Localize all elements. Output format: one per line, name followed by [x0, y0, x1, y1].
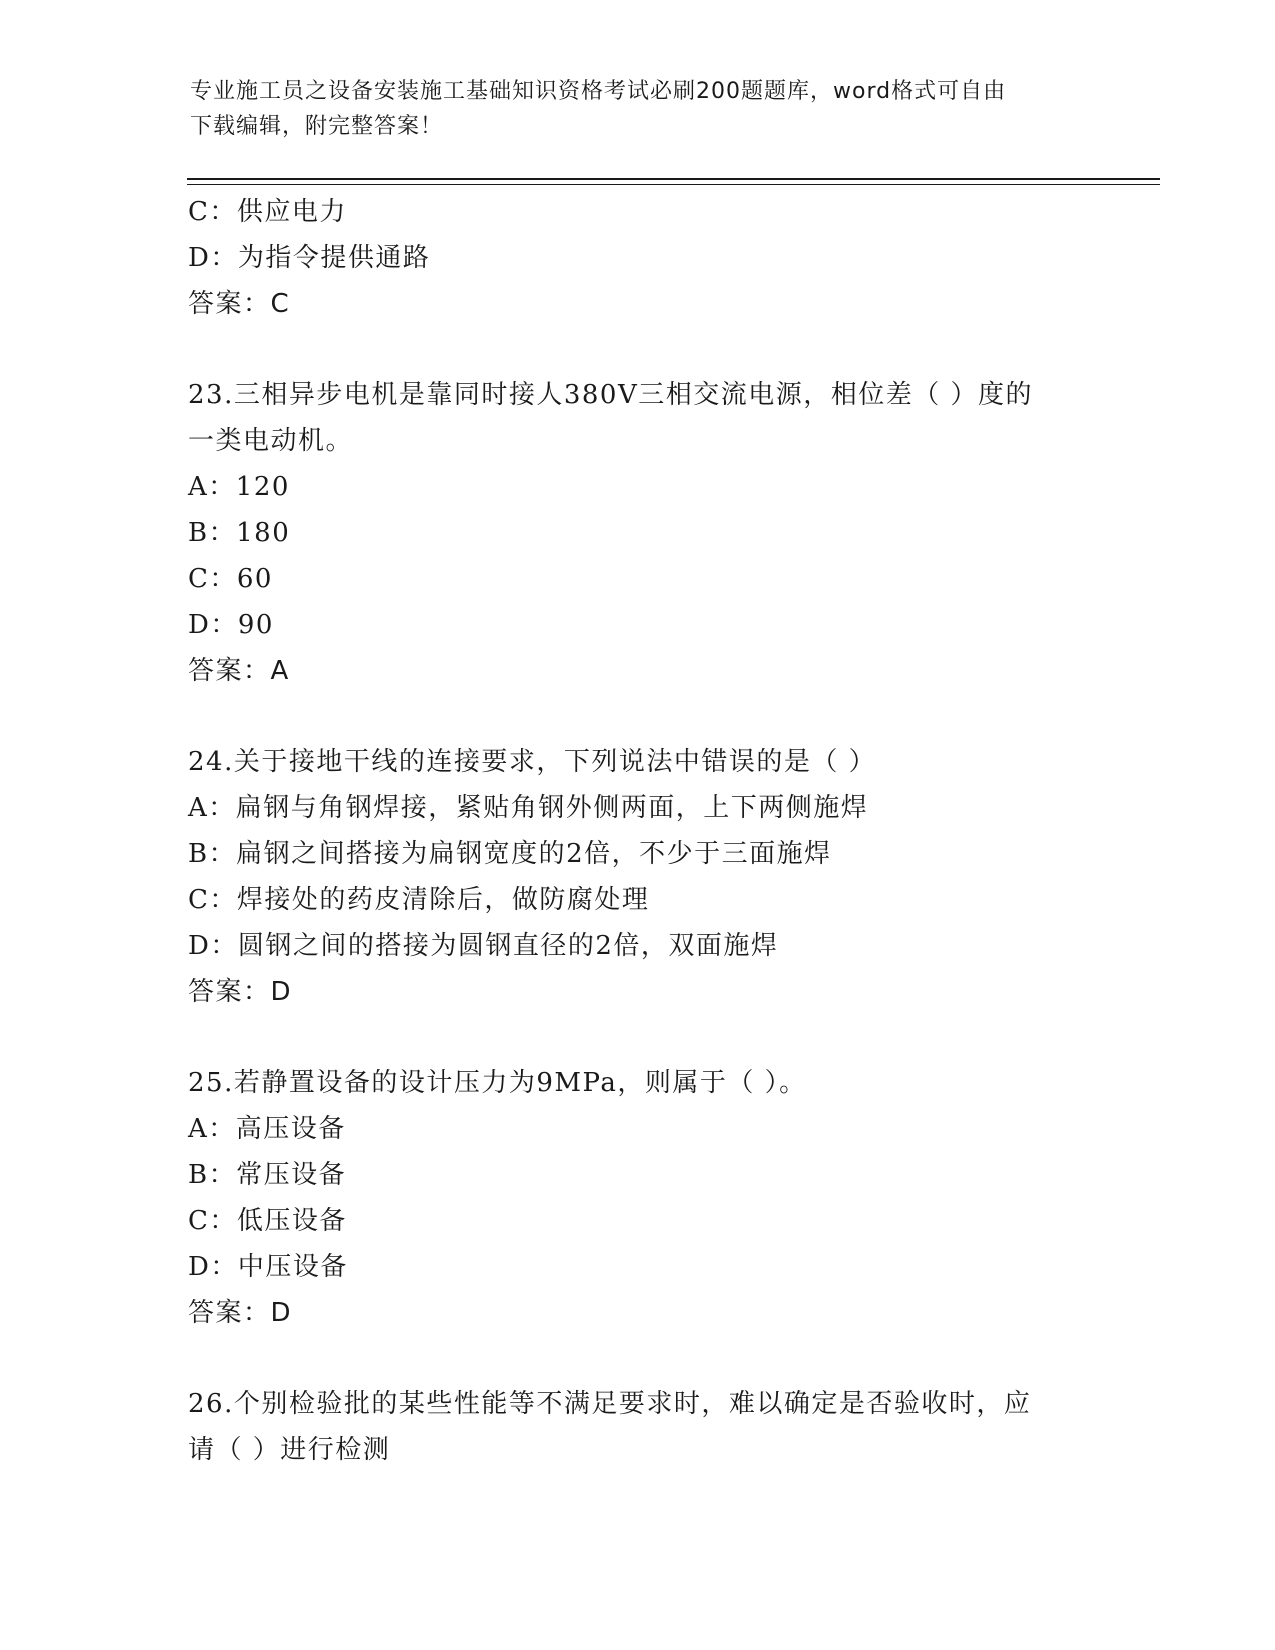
answer-line: 答案：D	[188, 977, 293, 1007]
answer-line: 答案：A	[188, 656, 290, 686]
header-line-1: 专业施工员之设备安装施工基础知识资格考试必刷200题题库，word格式可自由	[190, 79, 1007, 104]
spacer	[188, 694, 1088, 739]
question-stem-continued: 一类电动机。	[188, 426, 354, 456]
option-a: A：高压设备	[188, 1114, 346, 1144]
question-26	[188, 1381, 1088, 1473]
option-c: C：焊接处的药皮清除后，做防腐处理	[188, 885, 650, 915]
question-23	[188, 372, 1088, 694]
option-d: D：圆钢之间的搭接为圆钢直径的2倍，双面施焊	[188, 931, 779, 961]
header-line-2: 下载编辑，附完整答案！	[190, 114, 444, 139]
option-b: B：常压设备	[188, 1160, 347, 1190]
question-stem: 24.关于接地干线的连接要求，下列说法中错误的是（ ）	[188, 747, 877, 777]
header-divider-thick	[187, 178, 1160, 180]
spacer	[188, 327, 1088, 372]
spacer	[188, 1336, 1088, 1381]
option-c: C：60	[188, 564, 273, 594]
header-divider-thin	[187, 184, 1160, 185]
option-b: B：扁钢之间搭接为扁钢宽度的2倍，不少于三面施焊	[188, 839, 832, 869]
answer-line: 答案：D	[188, 1298, 293, 1328]
option-c: C：低压设备	[188, 1206, 347, 1236]
page-header	[190, 74, 1070, 144]
option-a: A：扁钢与角钢焊接，紧贴角钢外侧两面，上下两侧施焊	[188, 793, 869, 823]
carryover-question	[188, 189, 1088, 327]
option-d: D：为指令提供通路	[188, 243, 431, 273]
spacer	[188, 1015, 1088, 1060]
option-c: C：供应电力	[188, 197, 347, 227]
option-a: A：120	[188, 472, 290, 502]
option-b: B：180	[188, 518, 291, 548]
question-24	[188, 739, 1088, 1015]
question-content	[188, 189, 1088, 1473]
question-25	[188, 1060, 1088, 1336]
option-d: D：90	[188, 610, 274, 640]
answer-line: 答案：C	[188, 289, 291, 319]
question-stem: 25.若静置设备的设计压力为9MPa，则属于（ ）。	[188, 1068, 807, 1098]
option-d: D：中压设备	[188, 1252, 348, 1282]
question-stem: 26.个别检验批的某些性能等不满足要求时，难以确定是否验收时，应	[188, 1389, 1032, 1419]
question-stem: 23.三相异步电机是靠同时接人380V三相交流电源，相位差（ ）度的	[188, 380, 1034, 410]
question-stem-continued: 请（ ）进行检测	[188, 1435, 391, 1465]
